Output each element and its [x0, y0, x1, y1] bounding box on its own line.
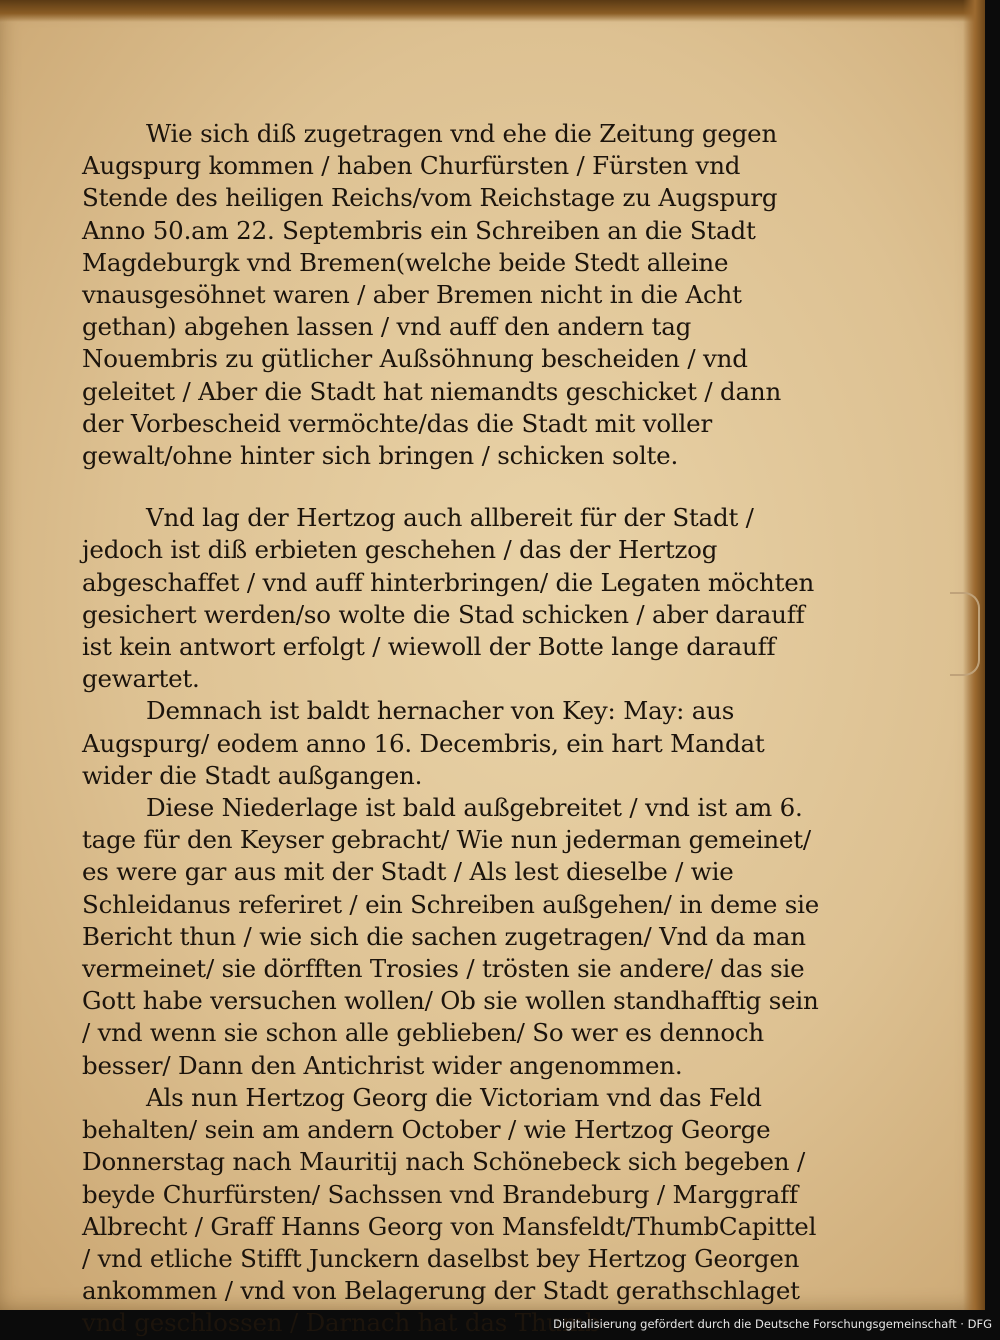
- paragraph-3: Demnach ist baldt hernacher von Key: May: aus Augspurg/ eodem anno 16. Decembris, ein hart Mandat wider die Stadt außgangen.: [82, 696, 765, 790]
- dfg-footer: Digitalisierung gefördert durch die Deutsche Forschungsgemeinschaft · DFG: [553, 1317, 992, 1331]
- paragraph-2: Vnd lag der Hertzog auch allbereit für der Stadt / jedoch ist diß erbieten geschehen / das der Hertzog abgeschaffet / vnd auff hinterbringen/ die Legaten möchten gesichert werden/so wolte die Stad schicken / aber darauff ist kein antwort erfolgt / wiewoll der Botte lange darauff gewartet.: [82, 503, 815, 694]
- paragraph-5: Als nun Hertzog Georg die Victoriam vnd das Feld behalten/ sein am andern October / wie Hertzog George Donnerstag nach Mauritij nach Schönebeck sich begeben / beyde Churfürsten/ Sachssen vnd Brandeburg / Marggraff Albrecht / Graff Hanns Georg von Mansfeldt/ThumbCapittel / vnd etliche Stifft Junckern daselbst bey Hertzog Georgen ankommen / vnd von Belagerung der Stadt gerathschlaget vnd geschlossen / Darnach hat das Thumb-: [82, 1082, 817, 1338]
- page-top-edge: [0, 0, 985, 22]
- paragraph-1: Wie sich diß zugetragen vnd ehe die Zeitung gegen Augspurg kommen / haben Churfürsten / Fürsten vnd Stende des heiligen Reichs/vom Reichstage zu Augspurg Anno 50.am 22. Septembris ein Schreiben an die Stadt Magdeburgk vnd Bremen(welche beide Stedt alleine vnausgesöhnet waren / aber Bremen nicht in die Acht gethan) abgehen lassen / vnd auff den andern tag Nouembris zu gütlicher Außsöhnung bescheiden / vnd geleitet / Aber die Stadt hat niemandts geschicket / dann der Vorbescheid vermöchte/das die Stadt mit voller gewalt/ohne hinter sich bringen / schicken solte.: [82, 119, 782, 471]
- page-tab-mark: [950, 592, 980, 676]
- page-text: [82, 118, 827, 1340]
- paragraph-4: Diese Niederlage ist bald außgebreitet / vnd ist am 6. tage für den Keyser gebracht/ Wie nun jederman gemeinet/ es were gar aus mit der Stadt / Als lest dieselbe / wie Schleidanus referiret / ein Schreiben außgehen/ in deme sie Bericht thun / wie sich die sachen zugetragen/ Vnd da man vermeinet/ sie dörfften Trosies / trösten sie andere/ das sie Gott habe versuchen wollen/ Ob sie wollen standhafftig sein / vnd wenn sie schon alle geblieben/ So wer es dennoch besser/ Dann den Antichrist wider angenommen.: [82, 793, 820, 1080]
